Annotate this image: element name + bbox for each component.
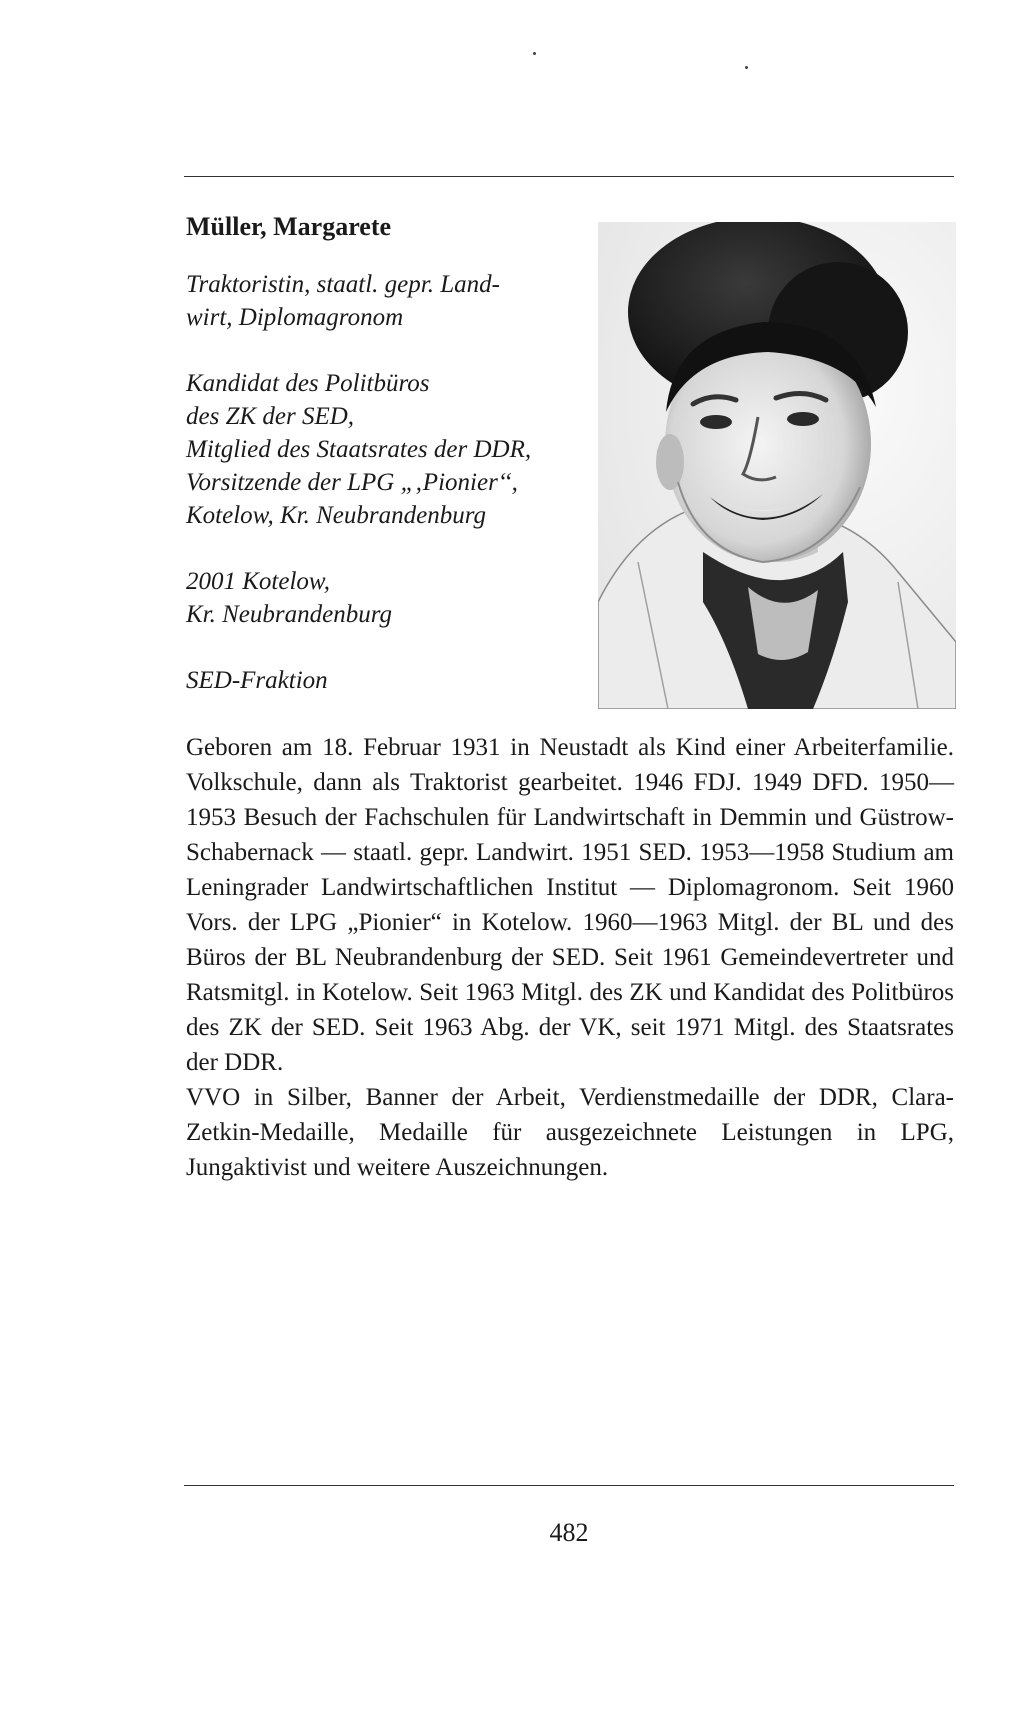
functions <box>186 367 606 532</box>
scan-speck <box>745 66 748 69</box>
biography-section <box>186 730 954 1185</box>
function-line: des ZK der SED, <box>186 403 355 430</box>
function-line: Vorsitzende der LPG „‚Pionier‘‘, <box>186 469 518 496</box>
address-line: Kr. Neubrandenburg <box>186 601 393 628</box>
page-number: 482 <box>549 1518 589 1547</box>
function-line: Kandidat des Politbüros <box>186 370 430 397</box>
awards-paragraph: VVO in Silber, Banner der Arbeit, Verdienstmedaille der DDR, Clara-Zetkin-Medaille, Medaille für ausgezeichnete Leistungen in LPG, Jungaktivist und weitere Auszeichnungen. <box>186 1084 954 1181</box>
entry-info <box>186 268 606 697</box>
bottom-rule <box>184 1485 954 1486</box>
professions <box>186 268 606 334</box>
faction: SED-Fraktion <box>186 667 328 694</box>
profession-line: Traktoristin, staatl. gepr. Land- <box>186 271 500 298</box>
entry-name: Müller, Margarete <box>186 212 392 241</box>
scan-speck <box>533 52 536 55</box>
top-rule <box>184 176 954 177</box>
profession-line: wirt, Diplomagronom <box>186 304 404 331</box>
portrait-photo <box>598 222 956 709</box>
function-line: Kotelow, Kr. Neubrandenburg <box>186 502 487 529</box>
function-line: Mitglied des Staatsrates der DDR, <box>186 436 532 463</box>
address <box>186 565 606 631</box>
biography-paragraph: Geboren am 18. Februar 1931 in Neustadt als Kind einer Arbeiterfamilie. Volkschule, dann als Traktorist gearbeitet. 1946 FDJ. 1949 DFD. 1950—1953 Besuch der Fachschulen für Landwirtschaft in Demmin und Güstrow-Schabernack — staatl. gepr. Landwirt. 1951 SED. 1953—1958 Studium am Leningrader Landwirtschaftlichen Institut — Diplomagronom. Seit 1960 Vors. der LPG „Pionier“ in Kotelow. 1960—1963 Mitgl. der BL und des Büros der BL Neubrandenburg der SED. Seit 1961 Gemeindevertreter und Ratsmitgl. in Kotelow. Seit 1963 Mitgl. des ZK und Kandidat des Politbüros des ZK der SED. Seit 1963 Abg. der VK, seit 1971 Mitgl. des Staatsrates der DDR. <box>186 734 954 1076</box>
address-line: 2001 Kotelow, <box>186 568 330 595</box>
